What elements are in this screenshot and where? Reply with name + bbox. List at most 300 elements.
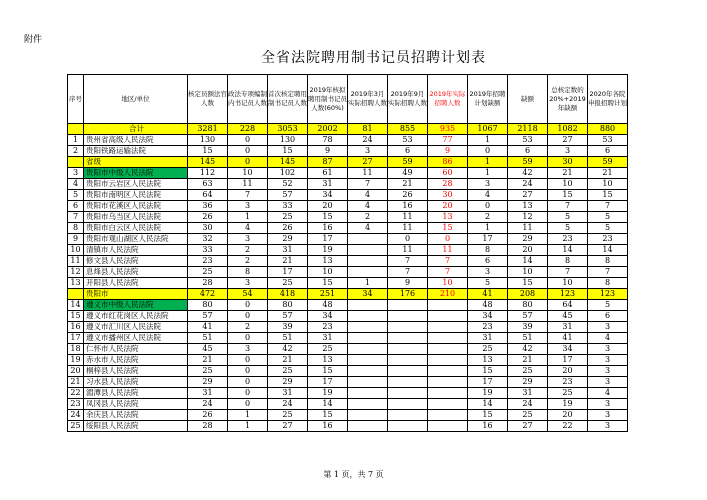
- value-cell: 14: [308, 399, 348, 410]
- value-cell: [428, 421, 468, 432]
- value-cell: 25: [308, 344, 348, 355]
- value-cell: 53: [508, 135, 548, 146]
- value-cell: 64: [548, 300, 588, 311]
- value-cell: [348, 234, 388, 245]
- value-cell: 34: [348, 289, 388, 300]
- value-cell: 26: [268, 223, 308, 234]
- value-cell: 3: [228, 278, 268, 289]
- value-cell: 0: [228, 399, 268, 410]
- unit-name: 贵阳市花溪区人民法院: [84, 201, 188, 212]
- table-row: [68, 410, 628, 421]
- value-cell: 15: [188, 146, 228, 157]
- value-cell: 26: [388, 190, 428, 201]
- unit-name: 合计: [84, 124, 188, 135]
- value-cell: 3: [588, 344, 628, 355]
- value-cell: 17: [268, 267, 308, 278]
- value-cell: 31: [468, 333, 508, 344]
- value-cell: [428, 344, 468, 355]
- value-cell: 57: [508, 311, 548, 322]
- value-cell: [428, 333, 468, 344]
- table-row: [68, 311, 628, 322]
- column-header: 2019年3月实际招聘人数: [348, 75, 388, 124]
- row-number: 13: [68, 278, 84, 289]
- value-cell: 63: [188, 179, 228, 190]
- value-cell: 53: [388, 135, 428, 146]
- table-row: [68, 399, 628, 410]
- value-cell: 1: [468, 157, 508, 168]
- value-cell: 13: [508, 201, 548, 212]
- value-cell: 15: [468, 366, 508, 377]
- value-cell: 23: [308, 322, 348, 333]
- value-cell: 42: [508, 344, 548, 355]
- value-cell: 4: [228, 223, 268, 234]
- column-header: 2019年实际招聘人数: [428, 75, 468, 124]
- value-cell: 0: [388, 234, 428, 245]
- value-cell: [388, 333, 428, 344]
- value-cell: 130: [188, 135, 228, 146]
- value-cell: 11: [388, 245, 428, 256]
- column-header: 2019年9月实际招聘人数: [388, 75, 428, 124]
- value-cell: 11: [388, 223, 428, 234]
- value-cell: 57: [268, 190, 308, 201]
- value-cell: [348, 245, 388, 256]
- value-cell: 14: [468, 399, 508, 410]
- value-cell: 25: [268, 278, 308, 289]
- value-cell: 30: [548, 157, 588, 168]
- value-cell: 11: [428, 245, 468, 256]
- value-cell: 36: [188, 201, 228, 212]
- value-cell: 16: [468, 421, 508, 432]
- value-cell: 27: [268, 421, 308, 432]
- value-cell: 27: [348, 157, 388, 168]
- value-cell: 2: [228, 322, 268, 333]
- value-cell: 41: [548, 333, 588, 344]
- value-cell: [348, 322, 388, 333]
- value-cell: 23: [468, 322, 508, 333]
- value-cell: 31: [548, 322, 588, 333]
- value-cell: 4: [588, 333, 628, 344]
- value-cell: 53: [588, 135, 628, 146]
- value-cell: [428, 366, 468, 377]
- value-cell: [388, 311, 428, 322]
- value-cell: 2: [468, 212, 508, 223]
- value-cell: 11: [388, 212, 428, 223]
- value-cell: [388, 344, 428, 355]
- value-cell: 25: [508, 410, 548, 421]
- value-cell: 3: [468, 179, 508, 190]
- value-cell: 7: [228, 190, 268, 201]
- row-number: 25: [68, 421, 84, 432]
- value-cell: 31: [188, 388, 228, 399]
- row-number: 9: [68, 234, 84, 245]
- value-cell: 7: [388, 256, 428, 267]
- value-cell: 19: [308, 245, 348, 256]
- value-cell: [348, 388, 388, 399]
- value-cell: 17: [308, 234, 348, 245]
- value-cell: [348, 399, 388, 410]
- table-header-row: [68, 75, 628, 124]
- value-cell: 15: [468, 410, 508, 421]
- table-row: [68, 190, 628, 201]
- value-cell: 27: [508, 190, 548, 201]
- value-cell: [348, 311, 388, 322]
- value-cell: 31: [308, 333, 348, 344]
- value-cell: 29: [508, 377, 548, 388]
- unit-name: 贵阳铁路运输法院: [84, 146, 188, 157]
- value-cell: [428, 377, 468, 388]
- value-cell: 1: [468, 168, 508, 179]
- column-header: 地区/单位: [84, 75, 188, 124]
- table-row: [68, 333, 628, 344]
- page-footer: 第 1 页，共 7 页: [323, 470, 384, 479]
- value-cell: [428, 311, 468, 322]
- value-cell: 19: [548, 399, 588, 410]
- value-cell: 5: [468, 278, 508, 289]
- value-cell: [428, 355, 468, 366]
- value-cell: 15: [428, 223, 468, 234]
- table-row: [68, 267, 628, 278]
- value-cell: 9: [308, 146, 348, 157]
- value-cell: 3: [468, 267, 508, 278]
- value-cell: 32: [188, 234, 228, 245]
- row-number: 4: [68, 179, 84, 190]
- value-cell: [348, 333, 388, 344]
- unit-name: 息烽县人民法院: [84, 267, 188, 278]
- value-cell: 64: [188, 190, 228, 201]
- value-cell: 39: [508, 322, 548, 333]
- value-cell: 81: [348, 124, 388, 135]
- value-cell: 34: [308, 311, 348, 322]
- value-cell: 13: [468, 355, 508, 366]
- value-cell: 9: [388, 278, 428, 289]
- value-cell: 15: [588, 190, 628, 201]
- value-cell: 33: [268, 201, 308, 212]
- value-cell: 0: [228, 366, 268, 377]
- value-cell: 19: [468, 388, 508, 399]
- row-number: 20: [68, 366, 84, 377]
- recruitment-plan-table: [67, 74, 628, 432]
- value-cell: 9: [428, 146, 468, 157]
- value-cell: 21: [508, 355, 548, 366]
- value-cell: 11: [228, 179, 268, 190]
- value-cell: 6: [588, 146, 628, 157]
- value-cell: 14: [588, 245, 628, 256]
- value-cell: 0: [468, 201, 508, 212]
- table-row: [68, 377, 628, 388]
- value-cell: 3: [348, 146, 388, 157]
- value-cell: 0: [228, 388, 268, 399]
- row-number: 12: [68, 267, 84, 278]
- value-cell: 28: [188, 421, 228, 432]
- value-cell: [348, 355, 388, 366]
- value-cell: 19: [308, 388, 348, 399]
- column-header: 2019年招聘计划缺额: [468, 75, 508, 124]
- unit-name: 贵阳市乌当区人民法院: [84, 212, 188, 223]
- unit-name: 桐梓县人民法院: [84, 366, 188, 377]
- unit-name: 修文县人民法院: [84, 256, 188, 267]
- value-cell: 10: [428, 278, 468, 289]
- value-cell: 57: [188, 311, 228, 322]
- value-cell: 22: [548, 421, 588, 432]
- value-cell: 5: [548, 223, 588, 234]
- value-cell: 54: [228, 289, 268, 300]
- table-row: [68, 278, 628, 289]
- value-cell: 880: [588, 124, 628, 135]
- value-cell: 5: [588, 223, 628, 234]
- value-cell: 34: [308, 190, 348, 201]
- value-cell: 25: [188, 267, 228, 278]
- value-cell: 112: [188, 168, 228, 179]
- value-cell: 0: [228, 333, 268, 344]
- value-cell: 45: [188, 344, 228, 355]
- value-cell: 21: [548, 168, 588, 179]
- value-cell: 29: [268, 377, 308, 388]
- value-cell: 3: [588, 410, 628, 421]
- column-header: 首次核定聘用制书记员人数: [268, 75, 308, 124]
- unit-name: 贵阳市观山湖区人民法院: [84, 234, 188, 245]
- value-cell: [348, 377, 388, 388]
- value-cell: 51: [508, 333, 548, 344]
- value-cell: 8: [548, 256, 588, 267]
- subtotal-row: [68, 124, 628, 135]
- value-cell: 61: [308, 168, 348, 179]
- value-cell: 23: [548, 234, 588, 245]
- value-cell: 3: [588, 421, 628, 432]
- value-cell: 3: [228, 344, 268, 355]
- unit-name: 遵义市汇川区人民法院: [84, 322, 188, 333]
- value-cell: 21: [268, 355, 308, 366]
- value-cell: 4: [348, 190, 388, 201]
- value-cell: 8: [588, 278, 628, 289]
- row-number: 19: [68, 355, 84, 366]
- value-cell: [388, 421, 428, 432]
- value-cell: 7: [588, 201, 628, 212]
- value-cell: 10: [588, 179, 628, 190]
- value-cell: 17: [468, 234, 508, 245]
- value-cell: 49: [388, 168, 428, 179]
- value-cell: 10: [228, 168, 268, 179]
- value-cell: 80: [188, 300, 228, 311]
- value-cell: 16: [388, 201, 428, 212]
- value-cell: 23: [588, 234, 628, 245]
- value-cell: 24: [508, 179, 548, 190]
- value-cell: 31: [508, 388, 548, 399]
- unit-name: 遵义市播州区人民法院: [84, 333, 188, 344]
- value-cell: 10: [308, 267, 348, 278]
- column-header: 2019年核拟聘用制书记员人数(60%): [308, 75, 348, 124]
- value-cell: 6: [388, 146, 428, 157]
- value-cell: 1082: [548, 124, 588, 135]
- value-cell: 59: [588, 157, 628, 168]
- table-row: [68, 212, 628, 223]
- column-header: 政法专项编制内书记员人数: [228, 75, 268, 124]
- value-cell: 45: [548, 311, 588, 322]
- value-cell: 3: [588, 355, 628, 366]
- value-cell: 0: [228, 135, 268, 146]
- value-cell: 25: [468, 344, 508, 355]
- value-cell: 3: [588, 377, 628, 388]
- value-cell: 23: [548, 377, 588, 388]
- value-cell: 0: [228, 377, 268, 388]
- table-row: [68, 300, 628, 311]
- value-cell: [348, 421, 388, 432]
- value-cell: 1: [228, 410, 268, 421]
- value-cell: 25: [508, 366, 548, 377]
- value-cell: 7: [548, 201, 588, 212]
- value-cell: 33: [188, 245, 228, 256]
- value-cell: 10: [508, 267, 548, 278]
- value-cell: 176: [388, 289, 428, 300]
- value-cell: 123: [588, 289, 628, 300]
- value-cell: 11: [508, 223, 548, 234]
- table-row: [68, 168, 628, 179]
- table-row: [68, 179, 628, 190]
- row-number: [68, 289, 84, 300]
- value-cell: 6: [468, 256, 508, 267]
- value-cell: 51: [268, 333, 308, 344]
- value-cell: 3: [588, 366, 628, 377]
- value-cell: 14: [508, 256, 548, 267]
- value-cell: 57: [268, 311, 308, 322]
- unit-name: 遵义市红花岗区人民法院: [84, 311, 188, 322]
- value-cell: 59: [508, 157, 548, 168]
- subtotal-row: [68, 289, 628, 300]
- value-cell: 0: [228, 355, 268, 366]
- row-number: 24: [68, 410, 84, 421]
- value-cell: 31: [308, 179, 348, 190]
- value-cell: 42: [508, 168, 548, 179]
- value-cell: 16: [308, 421, 348, 432]
- value-cell: 27: [548, 135, 588, 146]
- table-row: [68, 234, 628, 245]
- value-cell: 13: [428, 212, 468, 223]
- value-cell: 0: [228, 311, 268, 322]
- value-cell: 24: [188, 399, 228, 410]
- value-cell: 87: [308, 157, 348, 168]
- table-row: [68, 344, 628, 355]
- table-row: [68, 256, 628, 267]
- value-cell: 2: [228, 256, 268, 267]
- value-cell: 20: [548, 366, 588, 377]
- value-cell: 15: [308, 410, 348, 421]
- value-cell: 102: [268, 168, 308, 179]
- value-cell: [388, 355, 428, 366]
- value-cell: 0: [428, 234, 468, 245]
- row-number: 15: [68, 311, 84, 322]
- value-cell: 418: [268, 289, 308, 300]
- row-number: 17: [68, 333, 84, 344]
- value-cell: [428, 399, 468, 410]
- value-cell: [348, 344, 388, 355]
- unit-name: 贵阳市南明区人民法院: [84, 190, 188, 201]
- value-cell: 123: [548, 289, 588, 300]
- value-cell: 48: [468, 300, 508, 311]
- value-cell: 4: [588, 388, 628, 399]
- unit-name: 凤冈县人民法院: [84, 399, 188, 410]
- value-cell: [428, 300, 468, 311]
- table-row: [68, 322, 628, 333]
- value-cell: 0: [228, 157, 268, 168]
- unit-name: 贵阳市云岩区人民法院: [84, 179, 188, 190]
- value-cell: 12: [508, 212, 548, 223]
- column-header: 缺额: [508, 75, 548, 124]
- value-cell: 25: [188, 366, 228, 377]
- row-number: 16: [68, 322, 84, 333]
- value-cell: 935: [428, 124, 468, 135]
- value-cell: 4: [468, 190, 508, 201]
- value-cell: 2002: [308, 124, 348, 135]
- value-cell: 7: [428, 267, 468, 278]
- value-cell: 26: [188, 212, 228, 223]
- unit-name: 遵义市中级人民法院: [84, 300, 188, 311]
- value-cell: 145: [268, 157, 308, 168]
- value-cell: 4: [348, 223, 388, 234]
- value-cell: 7: [548, 267, 588, 278]
- value-cell: [348, 366, 388, 377]
- table-row: [68, 146, 628, 157]
- value-cell: 0: [228, 300, 268, 311]
- row-number: 10: [68, 245, 84, 256]
- value-cell: 31: [268, 388, 308, 399]
- value-cell: 472: [188, 289, 228, 300]
- value-cell: 15: [548, 190, 588, 201]
- value-cell: [388, 366, 428, 377]
- value-cell: 23: [188, 256, 228, 267]
- value-cell: 1: [228, 421, 268, 432]
- value-cell: 3281: [188, 124, 228, 135]
- value-cell: [388, 322, 428, 333]
- value-cell: 3: [588, 322, 628, 333]
- value-cell: 145: [188, 157, 228, 168]
- value-cell: 5: [588, 300, 628, 311]
- value-cell: 17: [548, 355, 588, 366]
- value-cell: 25: [268, 366, 308, 377]
- value-cell: 27: [508, 421, 548, 432]
- annex-label: 附件: [24, 35, 43, 45]
- value-cell: 14: [548, 245, 588, 256]
- unit-name: 贵阳市白云区人民法院: [84, 223, 188, 234]
- value-cell: 3: [228, 201, 268, 212]
- value-cell: 6: [508, 146, 548, 157]
- column-header: 序号: [68, 75, 84, 124]
- value-cell: 4: [348, 201, 388, 212]
- value-cell: 3053: [268, 124, 308, 135]
- table-row: [68, 388, 628, 399]
- value-cell: 30: [188, 223, 228, 234]
- value-cell: 210: [428, 289, 468, 300]
- unit-name: 贵阳市中级人民法院: [84, 168, 188, 179]
- value-cell: [348, 300, 388, 311]
- value-cell: 26: [188, 410, 228, 421]
- value-cell: 42: [268, 344, 308, 355]
- row-number: 23: [68, 399, 84, 410]
- value-cell: 15: [308, 366, 348, 377]
- value-cell: 15: [508, 278, 548, 289]
- table-row: [68, 245, 628, 256]
- value-cell: 29: [188, 377, 228, 388]
- value-cell: 6: [588, 311, 628, 322]
- row-number: [68, 157, 84, 168]
- value-cell: 15: [308, 278, 348, 289]
- row-number: 1: [68, 135, 84, 146]
- unit-name: 湄潭县人民法院: [84, 388, 188, 399]
- value-cell: 51: [188, 333, 228, 344]
- value-cell: 21: [188, 355, 228, 366]
- unit-name: 余庆县人民法院: [84, 410, 188, 421]
- value-cell: 0: [468, 146, 508, 157]
- row-number: 6: [68, 201, 84, 212]
- value-cell: 3: [548, 146, 588, 157]
